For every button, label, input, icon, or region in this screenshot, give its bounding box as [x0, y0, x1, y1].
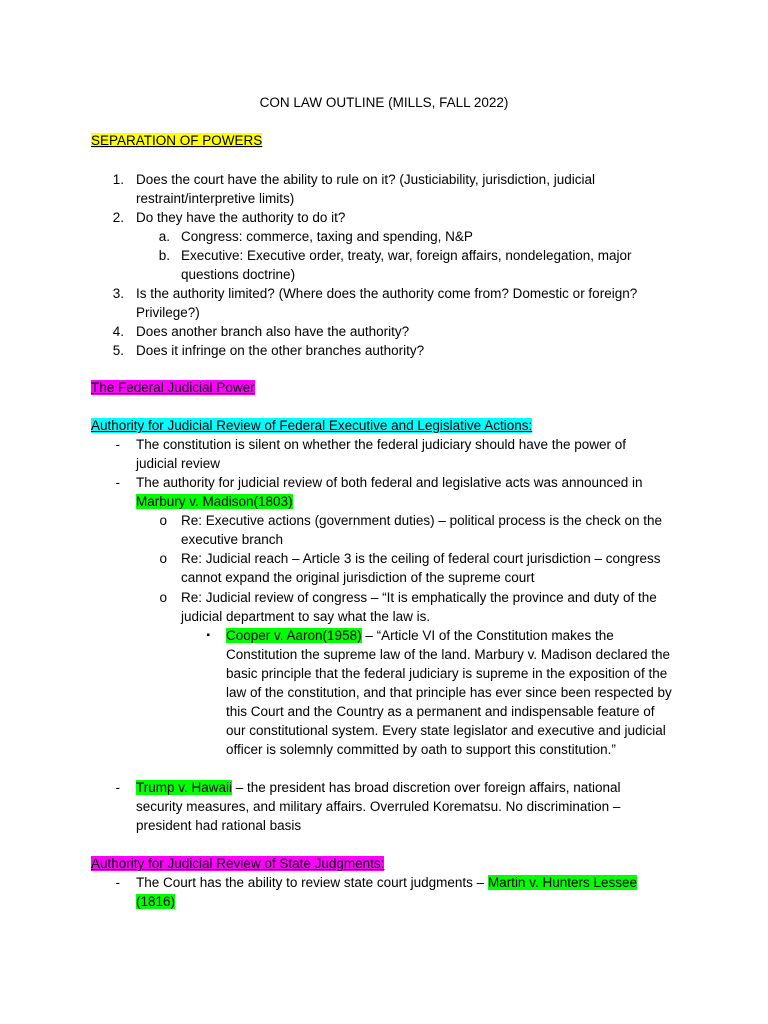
subheading-text: Authority for Judicial Review of State Judgments: [91, 856, 385, 871]
sub-bullet-text: Re: Executive actions (government duties) – political process is the check on the executive branch [181, 513, 662, 547]
list-item-text: Do they have the authority to do it? [136, 210, 346, 225]
dash-bullet: - [115, 875, 120, 890]
case-name-cooper: Cooper v. Aaron(1958) [226, 628, 362, 643]
list-number: 2. [112, 210, 124, 225]
separation-of-powers-heading [91, 131, 262, 150]
dash-bullet: - [115, 437, 120, 452]
bullet-text [136, 873, 666, 911]
bullet-text [136, 778, 648, 835]
dash-bullet: - [115, 780, 120, 795]
list-number: 3. [112, 286, 124, 301]
document-title: CON LAW OUTLINE (MILLS, FALL 2022) [259, 95, 509, 110]
trump-body: – the president has broad discretion over foreign affairs, national security measures, and military affairs. Overruled Korematsu. No discrimination – president had rational basis [136, 780, 621, 833]
circle-bullet: o [159, 551, 167, 566]
case-name-marbury: Marbury v. Madison(1803) [136, 494, 293, 509]
list-number: 1. [112, 172, 124, 187]
heading-text: SEPARATION OF POWERS [91, 133, 263, 148]
circle-bullet: o [159, 513, 167, 528]
bullet-text [136, 473, 676, 511]
heading-text: The Federal Judicial Power [91, 380, 255, 395]
bullet-text: The constitution is silent on whether the federal judiciary should have the power of judicial review [136, 437, 627, 471]
list-item-text: Is the authority limited? (Where does the authority come from? Domestic or foreign? Privilege?) [136, 286, 638, 320]
list-number: 4. [112, 324, 124, 339]
dash-bullet: - [115, 475, 120, 490]
case-name-trump: Trump v. Hawaii [136, 780, 233, 795]
subheading-text: Authority for Judicial Review of Federal Executive and Legislative Actions: [91, 418, 533, 433]
square-bullet: ▪ [206, 630, 210, 641]
federal-judicial-power-heading [91, 378, 255, 397]
case-name-martin: Martin v. Hunters Lessee (1816) [136, 875, 637, 909]
list-number: 5. [112, 343, 124, 358]
sublist-letter: b. [158, 248, 170, 263]
sublist-item-text: Congress: commerce, taxing and spending, N&P [181, 229, 473, 244]
sublist-letter: a. [158, 229, 170, 244]
sub-bullet-text: Re: Judicial review of congress – “It is emphatically the province and duty of the judicial department to say what the law is. [181, 590, 657, 624]
judicial-review-federal-heading [91, 416, 532, 435]
bullet-text-main: The authority for judicial review of both federal and legislative acts was announced in [136, 475, 643, 490]
sub-bullet-text: Re: Judicial reach – Article 3 is the ceiling of federal court jurisdiction – congress cannot expand the original jurisdiction of the supreme court [181, 551, 661, 585]
sublist-item-text: Executive: Executive order, treaty, war, foreign affairs, nondelegation, major questions doctrine) [181, 248, 632, 282]
judicial-review-state-heading [91, 854, 384, 873]
cooper-quote-text [226, 626, 672, 759]
list-item-text: Does it infringe on the other branches authority? [136, 343, 425, 358]
circle-bullet: o [159, 590, 167, 605]
list-item-text: Does another branch also have the authority? [136, 324, 410, 339]
list-item-text: Does the court have the ability to rule on it? (Justiciability, jurisdiction, judicial restraint/interpretive limits) [136, 172, 595, 206]
bullet-text-main: The Court has the ability to review state court judgments – [136, 875, 488, 890]
cooper-quote-body: – “Article VI of the Constitution makes the Constitution the supreme law of the land. Marbury v. Madison declared the basic principle that the federal judiciary is supreme in the exposition of the law of the constitution, and that principle has ever since been respected by this Court and the Country as a permanent and indispensable feature of our constitutional system. Every state legislator and executive and judicial officer is solemnly committed by oath to support this constitution.” [226, 628, 672, 757]
